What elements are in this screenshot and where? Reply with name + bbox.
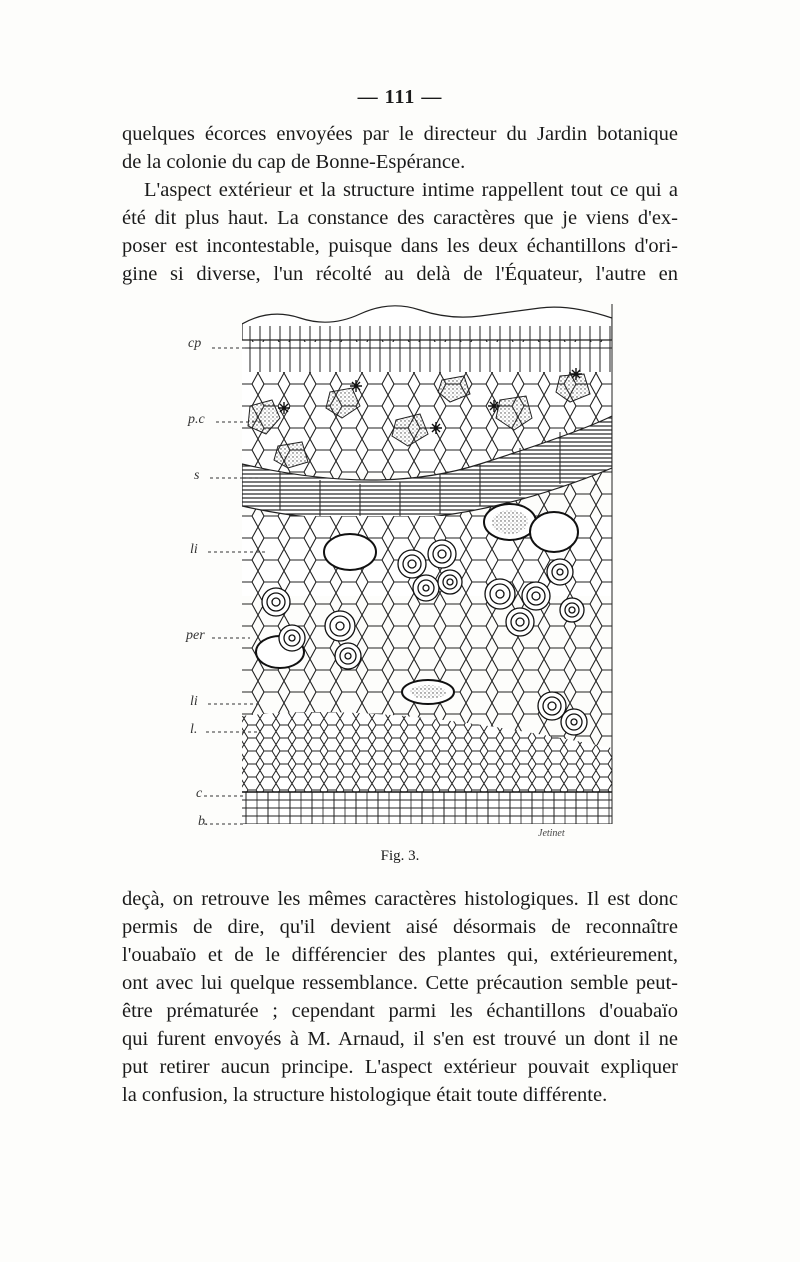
- text-line: de la colonie du cap de Bonne-Espérance.: [122, 151, 466, 173]
- text-line: l'ouabaïo et de le différencier des plantes qui, extérieurement,: [122, 944, 678, 966]
- figure-label-l: l.: [190, 722, 198, 737]
- figure-label-pc: p.c: [188, 412, 205, 427]
- text-line: la confusion, la structure histologique était toute différente.: [122, 1084, 608, 1106]
- histology-figure: [180, 296, 620, 844]
- bark-cross-section-illustration: [180, 296, 620, 844]
- text-line: put retirer aucun principe. L'aspect extérieur pouvait expliquer: [122, 1056, 678, 1078]
- text-line: qui furent envoyés à M. Arnaud, il s'en est trouvé un dont il ne: [122, 1028, 678, 1050]
- text-line: deçà, on retrouve les mêmes caractères histologiques. Il est donc: [122, 888, 678, 910]
- paragraph-top: [122, 120, 678, 288]
- figure-label-s: s: [194, 468, 200, 483]
- figure-caption: Fig. 3.: [380, 848, 420, 864]
- figure-label-b: b.: [198, 814, 209, 829]
- text-line: été dit plus haut. La constance des caractères que je viens d'ex-: [122, 207, 678, 229]
- text-line: ont avec lui quelque ressemblance. Cette précaution semble peut-: [122, 972, 678, 994]
- figure-label-cp: cp: [188, 336, 202, 351]
- figure-label-per: per: [186, 628, 205, 643]
- figure-label-li: li: [190, 542, 198, 557]
- engraver-signature: Jetinet: [538, 828, 565, 839]
- text-line: quelques écorces envoyées par le directeur du Jardin botanique: [122, 123, 678, 145]
- figure-label-li-2: li: [190, 694, 198, 709]
- page-number: — 111 —: [357, 86, 443, 108]
- paragraph-bottom: [122, 885, 678, 1109]
- figure-label-c: c: [196, 786, 203, 801]
- text-line: être prématurée ; cependant parmi les échantillons d'ouabaïo: [122, 1000, 678, 1022]
- text-line: gine si diverse, l'un récolté au delà de l'Équateur, l'autre en: [122, 263, 678, 285]
- text-line: L'aspect extérieur et la structure intime rappellent tout ce qui a: [144, 179, 678, 201]
- text-line: permis de dire, qu'il devient aisé désormais de reconnaître: [122, 916, 678, 938]
- text-line: poser est incontestable, puisque dans les deux échantillons d'ori-: [122, 235, 678, 257]
